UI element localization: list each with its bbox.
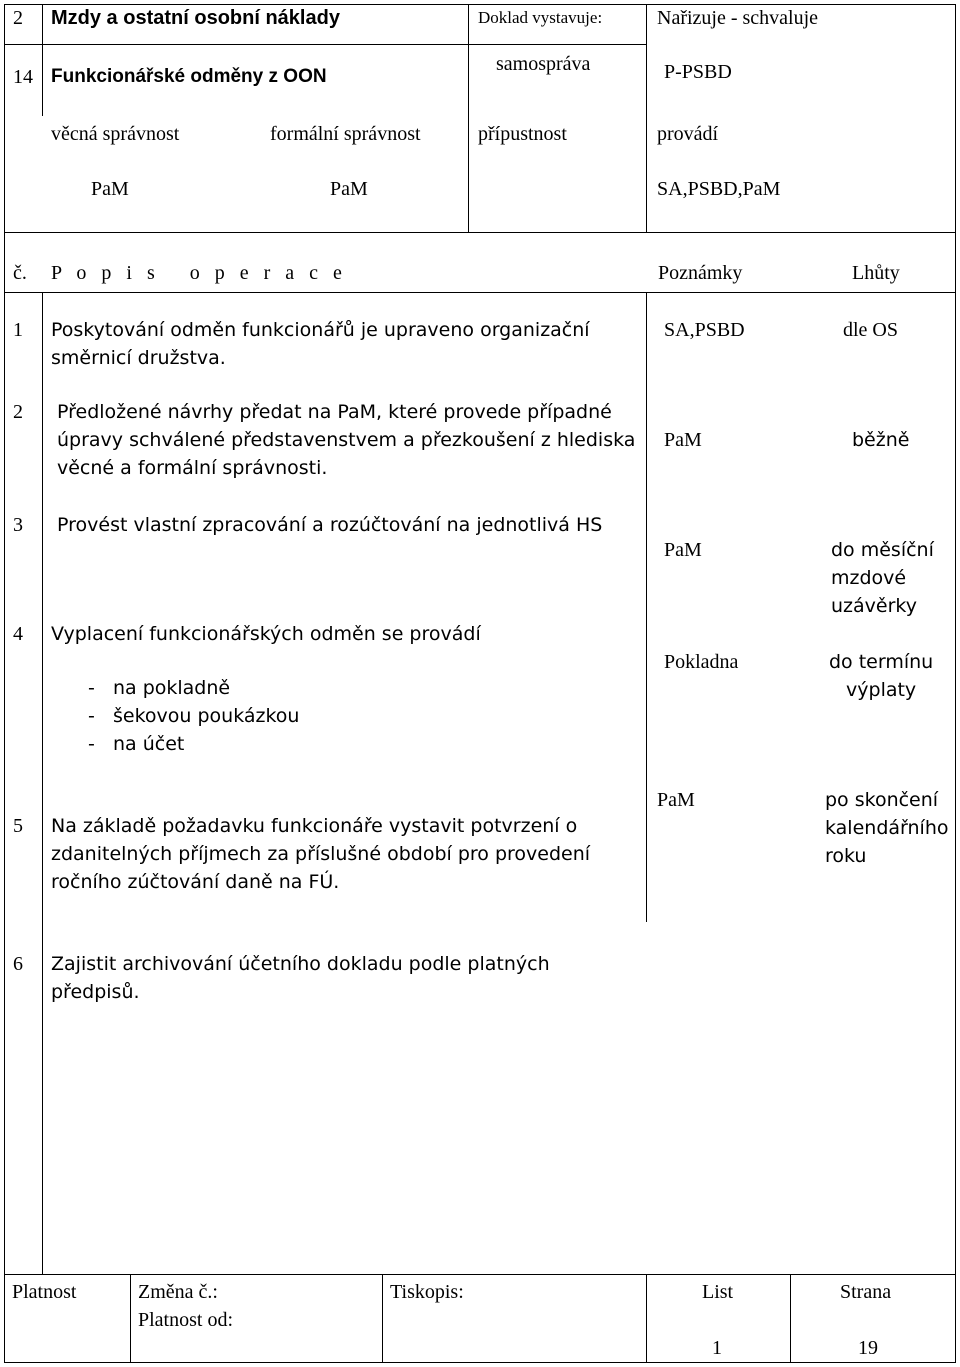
footer-platnost-od: Platnost od: (138, 1309, 234, 1331)
doklad-value: samospráva (496, 53, 591, 75)
footer-strana-value: 19 (858, 1337, 878, 1359)
op1-note: SA,PSBD (664, 319, 745, 341)
vecna-spravnost-label: věcná správnost (51, 123, 180, 145)
op2-number: 2 (13, 401, 23, 423)
op6-text: Zajistit archivování účetního dokladu podle platných předpisů. (51, 953, 550, 1003)
col-header-notes: Poznámky (658, 262, 743, 284)
op4-text: Vyplacení funkcionářských odměn se provádí (51, 623, 481, 645)
footer-list-value: 1 (712, 1337, 722, 1359)
col-header-number: č. (13, 262, 27, 284)
footer-strana-label: Strana (840, 1281, 892, 1303)
doklad-label: Doklad vystavuje: (478, 8, 603, 27)
header-vline-narizuje (646, 4, 647, 232)
footer-list-label: List (702, 1281, 734, 1303)
header-vline-num (42, 4, 43, 116)
footer-divider (4, 1274, 956, 1275)
op1-deadline: dle OS (843, 319, 898, 341)
ops-vline-notes (646, 292, 647, 922)
op5-text: Na základě požadavku funkcionáře vystavit potvrzení o zdanitelných příjmech za příslušné období pro provedení ročního zúčtování daně na FÚ. (51, 815, 591, 893)
col-header-description: P o p i s o p e r a c e (51, 262, 347, 284)
header-section-title: Mzdy a ostatní osobní náklady (51, 7, 340, 29)
header-row1-num: 2 (13, 7, 23, 29)
footer-vline-3 (646, 1274, 647, 1363)
op3-deadline: do měsíční mzdové uzávěrky (831, 539, 934, 617)
footer-vline-4 (790, 1274, 791, 1363)
provadi-value: SA,PSBD,PaM (657, 178, 781, 200)
ops-vline-num (42, 292, 43, 1274)
op5-note: PaM (657, 789, 695, 811)
footer-vline-1 (130, 1274, 131, 1363)
op3-note: PaM (664, 539, 702, 561)
border-left (4, 4, 5, 1363)
formalni-spravnost-value: PaM (330, 178, 368, 200)
footer-vline-2 (382, 1274, 383, 1363)
border-bottom (4, 1362, 956, 1363)
op4-item: - šekovou poukázkou (88, 705, 300, 727)
header-subsection-title: Funkcionářské odměny z OON (51, 66, 327, 87)
footer-tiskopis: Tiskopis: (390, 1281, 464, 1303)
footer-platnost: Platnost (12, 1281, 77, 1303)
header-row2-num: 14 (13, 66, 33, 88)
op2-deadline: běžně (852, 429, 910, 451)
op2-text: Předložené návrhy předat na PaM, které provede případné úpravy schválené představenstvem a přezkoušení z hlediska věcné a formální správnosti. (57, 401, 636, 479)
op5-deadline: po skončení kalendářního roku (825, 789, 949, 867)
col-header-deadlines: Lhůty (852, 262, 900, 284)
formalni-spravnost-label: formální správnost (270, 123, 421, 145)
op5-number: 5 (13, 815, 23, 837)
op6-number: 6 (13, 953, 23, 975)
narizuje-value: P-PSBD (664, 61, 732, 83)
op4-note: Pokladna (664, 651, 739, 673)
op1-number: 1 (13, 319, 23, 341)
op4-number: 4 (13, 623, 23, 645)
border-right (955, 4, 956, 1363)
op1-text: Poskytování odměn funkcionářů je upraveno organizační směrnicí družstva. (51, 319, 590, 369)
header-vline-doklad (468, 4, 469, 232)
header-divider-2 (4, 232, 956, 233)
ops-header-divider (4, 292, 956, 293)
vecna-spravnost-value: PaM (91, 178, 129, 200)
op2-note: PaM (664, 429, 702, 451)
pripustnost-label: přípustnost (478, 123, 567, 145)
op4-item: - na pokladně (88, 677, 231, 699)
narizuje-label: Nařizuje - schvaluje (657, 7, 819, 29)
header-divider-1 (4, 44, 646, 45)
footer-zmena: Změna č.: (138, 1281, 218, 1303)
op3-number: 3 (13, 514, 23, 536)
op4-item: - na účet (88, 733, 185, 755)
op4-deadline: do termínu výplaty (829, 651, 934, 701)
provadi-label: provádí (657, 123, 719, 145)
op3-text: Provést vlastní zpracování a rozúčtování na jednotlivá HS (57, 514, 603, 536)
